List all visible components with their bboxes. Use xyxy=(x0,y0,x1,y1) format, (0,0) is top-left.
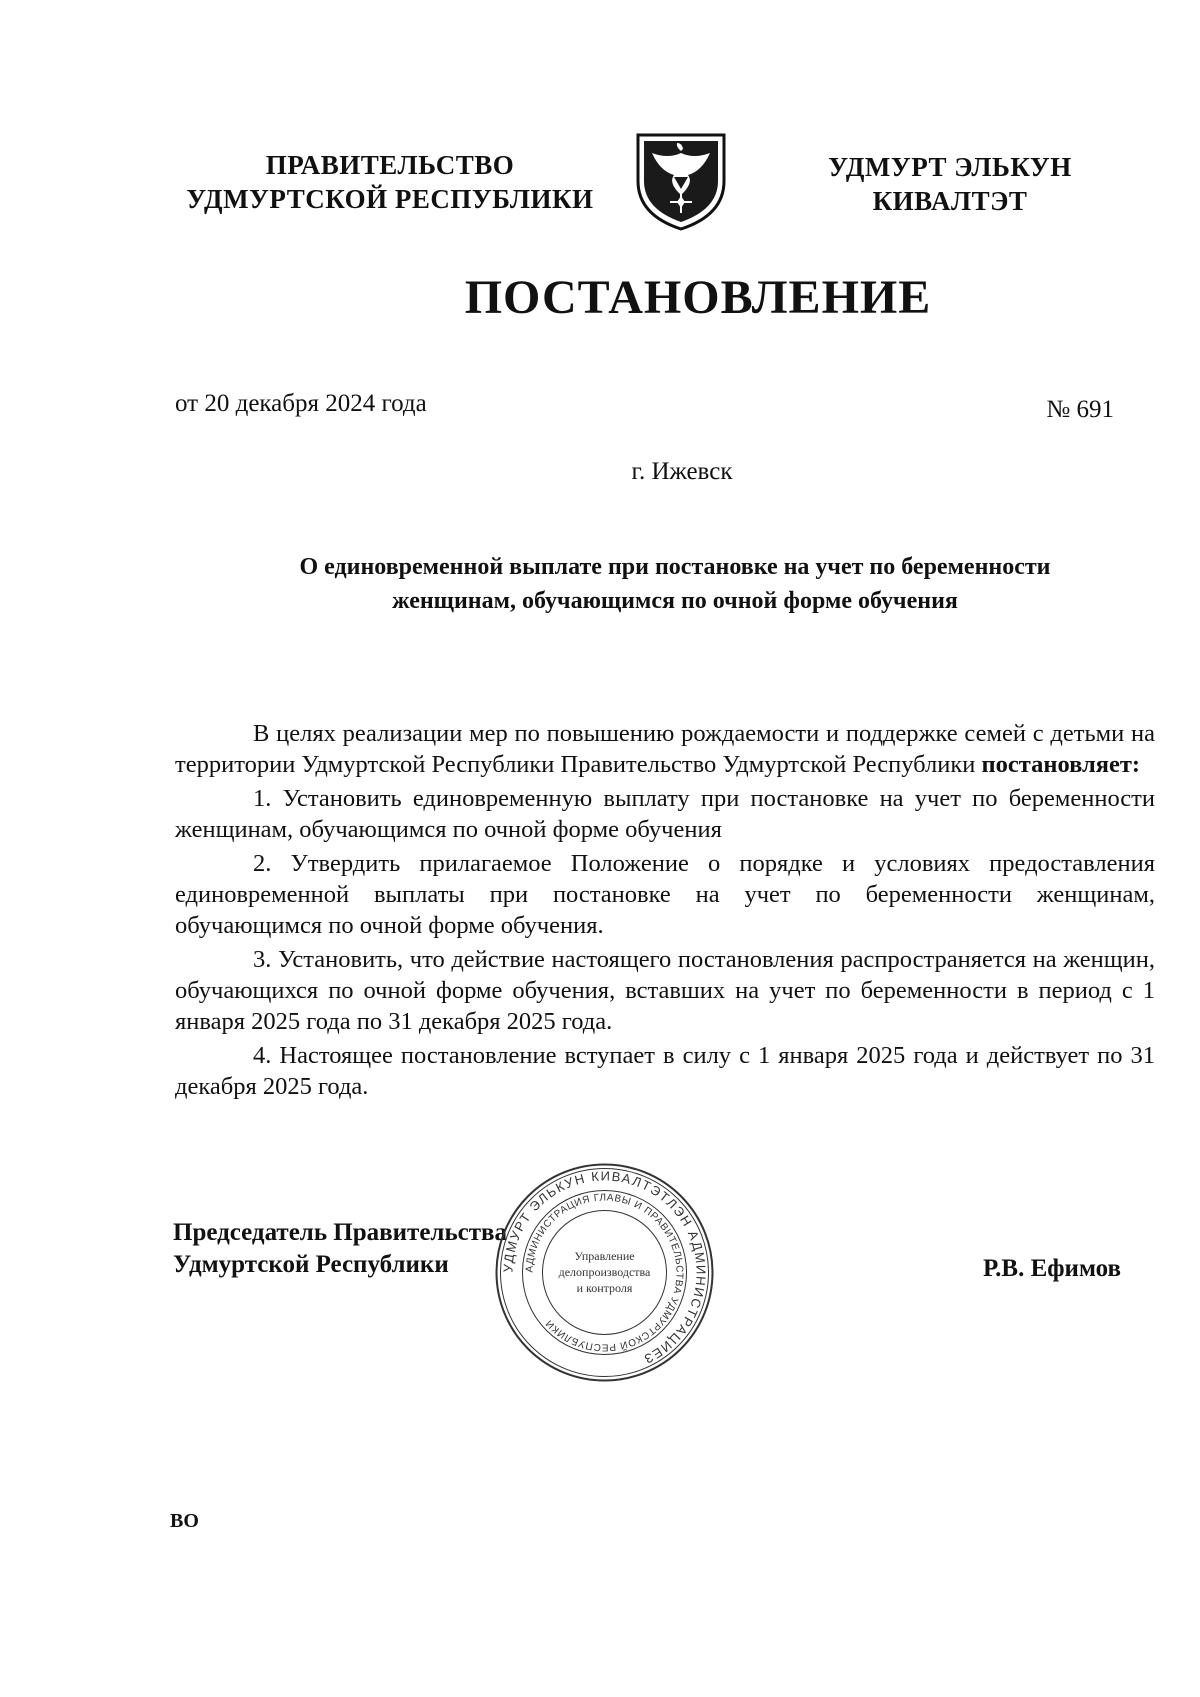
government-name-russian xyxy=(160,148,620,216)
government-name-udmurt-line2: КИВАЛТЭТ xyxy=(872,186,1028,216)
stamp-outer-ring-text: УДМУРТ ЭЛЬКУН КИВАЛТЭТЛЭН АДМИНИСТРАЦИЕЗ xyxy=(500,1168,709,1368)
subject-line2: женщинам, обучающимся по очной форме обучения xyxy=(392,588,958,614)
executor-initials: ВО xyxy=(170,1510,199,1532)
subject-line1: О единовременной выплате при постановке на учет по беременности xyxy=(299,554,1051,580)
body-intro-paragraph xyxy=(175,718,1155,780)
stamp-center-line1: Управление xyxy=(574,1249,635,1263)
signatory-title-line2: Удмуртской Республики xyxy=(173,1251,449,1278)
signatory-name: Р.В. Ефимов xyxy=(983,1255,1122,1282)
government-name-udmurt xyxy=(800,150,1100,218)
stamp-inner-ring-text: АДМИНИСТРАЦИЯ ГЛАВЫ И ПРАВИТЕЛЬСТВА УДМУРТСКОЙ РЕСПУБЛИКИ xyxy=(524,1192,685,1353)
body-item-1: 1. Установить единовременную выплату при постановке на учет по беременности женщинам, обучающимся по очной форме обучения xyxy=(175,785,1155,843)
body-item-4: 4. Настоящее постановление вступает в силу с 1 января 2025 года и действует по 31 декабря 2025 года. xyxy=(175,1042,1155,1100)
body-intro-colon: : xyxy=(1131,751,1141,778)
document-subject xyxy=(200,550,1150,618)
body-intro-keyword: постановляет xyxy=(981,751,1132,778)
document-type-title: ПОСТАНОВЛЕНИЕ xyxy=(464,271,932,324)
body-item-2: 2. Утвердить прилагаемое Положение о порядке и условиях предоставления единовременной выплаты при постановке на учет по беременности женщинам, обучающимся по очной форме обучения. xyxy=(175,850,1155,939)
stamp-center-line2: делопроизводства xyxy=(558,1265,651,1279)
body-item-3: 3. Установить, что действие настоящего постановления распространяется на женщин, обучающихся по очной форме обучения, вставших на учет по беременности в период с 1 января 2025 года по 31 декабря 2025 года. xyxy=(175,946,1155,1035)
stamp-center-line3: и контроля xyxy=(576,1281,633,1295)
document-city: г. Ижевск xyxy=(631,458,733,485)
signatory-title-line1: Председатель Правительства xyxy=(173,1219,508,1246)
coat-of-arms-icon xyxy=(630,123,732,233)
government-name-line1: ПРАВИТЕЛЬСТВО xyxy=(265,150,515,180)
official-stamp xyxy=(492,1160,717,1385)
signatory-title xyxy=(173,1217,507,1281)
document-date: от 20 декабря 2024 года xyxy=(175,390,427,417)
government-name-line2: УДМУРТСКОЙ РЕСПУБЛИКИ xyxy=(186,184,594,214)
document-body xyxy=(175,718,1155,1102)
document-number: № 691 xyxy=(1046,396,1114,423)
body-intro-text: В целях реализации мер по повышению рождаемости и поддержке семей с детьми на территории Удмуртской Республики Правительство Удмуртской Республики xyxy=(175,720,1155,778)
government-name-udmurt-line1: УДМУРТ ЭЛЬКУН xyxy=(828,152,1072,182)
